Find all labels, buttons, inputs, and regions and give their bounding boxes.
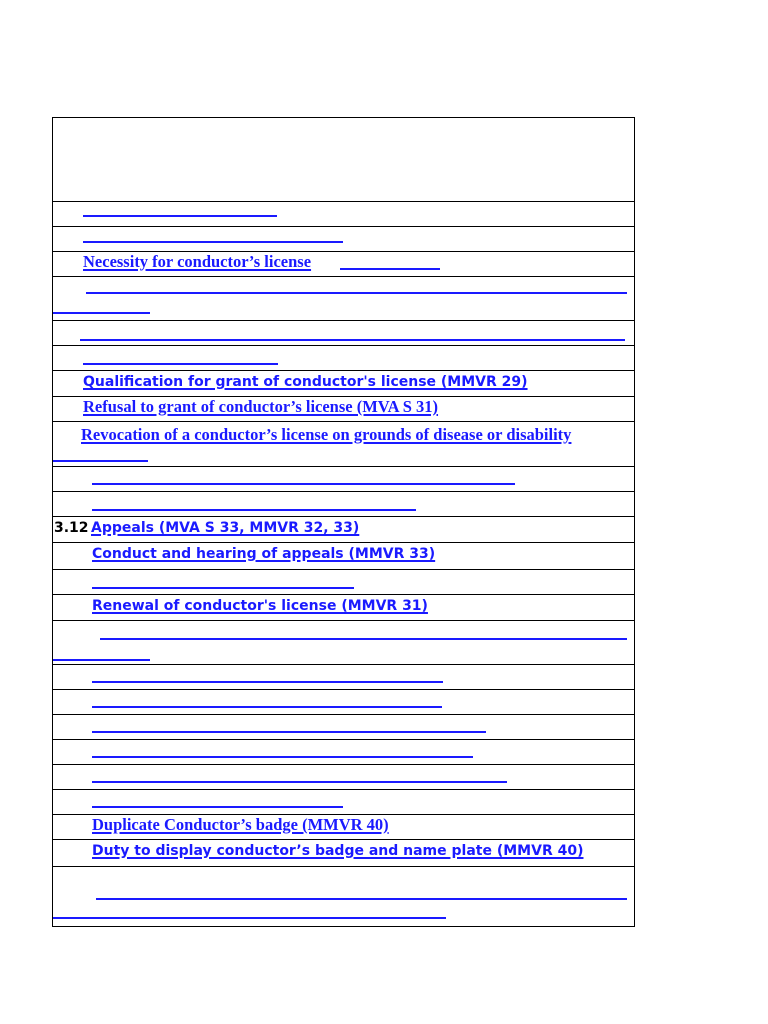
blank-link[interactable]: [92, 483, 515, 485]
table-row: [53, 397, 634, 422]
table-row: [53, 202, 634, 227]
table-header-row: [53, 118, 634, 202]
blank-link[interactable]: [83, 215, 277, 217]
blank-link[interactable]: [92, 681, 443, 683]
table-row: [53, 715, 634, 740]
table-row: [53, 252, 634, 277]
blank-link[interactable]: [83, 241, 343, 243]
section-number: 3.12: [54, 520, 89, 536]
table-row: [53, 346, 634, 371]
link-renewal[interactable]: Renewal of conductor's license (MMVR 31): [92, 598, 428, 614]
link-display-badge[interactable]: Duty to display conductor’s badge and name plate (MMVR 40): [92, 843, 584, 859]
blank-link-continued[interactable]: [53, 917, 446, 919]
table-row: [53, 595, 634, 621]
blank-link[interactable]: [92, 731, 486, 733]
table-row: [53, 765, 634, 790]
link-refusal[interactable]: Refusal to grant of conductor’s license (MVA S 31): [83, 397, 439, 416]
table-row: [53, 621, 634, 665]
blank-link[interactable]: [92, 781, 507, 783]
table-of-contents: [52, 117, 635, 927]
link-conduct-appeals[interactable]: Conduct and hearing of appeals (MMVR 33): [92, 546, 436, 562]
table-row: [53, 321, 634, 346]
blank-link[interactable]: [92, 587, 354, 589]
table-row: [53, 543, 634, 570]
link-qualification[interactable]: Qualification for grant of conductor's license (MMVR 29): [83, 374, 528, 390]
blank-link[interactable]: [340, 268, 440, 270]
table-row: [53, 492, 634, 517]
blank-link-continued[interactable]: [53, 312, 150, 314]
blank-link[interactable]: [96, 898, 627, 900]
blank-link[interactable]: [80, 339, 625, 341]
table-row: [53, 790, 634, 815]
table-row: [53, 867, 634, 928]
link-necessity[interactable]: Necessity for conductor’s license: [83, 252, 312, 271]
blank-link-continued[interactable]: [53, 460, 148, 462]
table-row: [53, 517, 634, 543]
table-row: [53, 815, 634, 840]
table-row: [53, 665, 634, 690]
table-row: [53, 740, 634, 765]
blank-link[interactable]: [83, 363, 278, 365]
table-row: [53, 277, 634, 321]
link-revocation[interactable]: Revocation of a conductor’s license on grounds of disease or disability: [81, 425, 572, 444]
blank-link[interactable]: [100, 638, 627, 640]
table-row: [53, 840, 634, 867]
table-row: [53, 422, 634, 467]
table-row: [53, 690, 634, 715]
blank-link[interactable]: [92, 806, 343, 808]
link-appeals[interactable]: Appeals (MVA S 33, MMVR 32, 33): [91, 520, 360, 536]
blank-link[interactable]: [86, 292, 627, 294]
blank-link[interactable]: [92, 756, 473, 758]
table-row: [53, 227, 634, 252]
table-row: [53, 371, 634, 397]
blank-link-continued[interactable]: [53, 659, 150, 661]
link-duplicate-badge[interactable]: Duplicate Conductor’s badge (MMVR 40): [92, 815, 389, 834]
blank-link[interactable]: [92, 509, 416, 511]
table-row: [53, 467, 634, 492]
blank-link[interactable]: [92, 706, 442, 708]
table-row: [53, 570, 634, 595]
